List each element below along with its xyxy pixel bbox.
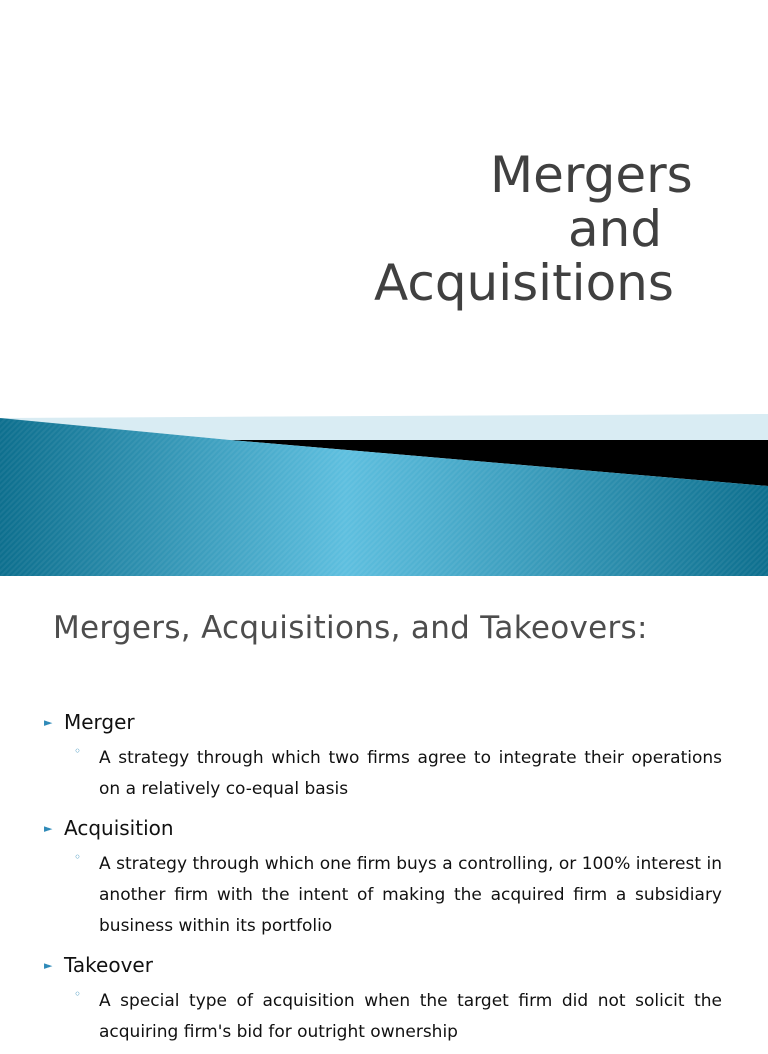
item-label: Merger — [64, 710, 135, 734]
item-label: Acquisition — [64, 816, 174, 840]
circle-bullet-icon: ◦ — [74, 987, 82, 1001]
slide-heading: Mergers, Acquisitions, and Takeovers: — [53, 610, 648, 646]
circle-bullet-icon: ◦ — [74, 850, 82, 864]
title-line-3: Acquisitions — [374, 254, 674, 312]
triangle-bullet-icon: ► — [44, 715, 53, 729]
item-label: Takeover — [64, 953, 153, 977]
item-description: A special type of acquisition when the target firm did not solicit the acquiring firm's bid for outright ownership — [99, 991, 722, 1042]
decorative-banner — [0, 400, 768, 576]
slide-title — [300, 148, 720, 310]
circle-bullet-icon: ◦ — [74, 744, 82, 758]
list-item — [44, 811, 724, 942]
title-line-2: and — [568, 200, 663, 258]
triangle-bullet-icon: ► — [44, 821, 53, 835]
item-description: A strategy through which one firm buys a controlling, or 100% interest in another firm with the intent of making the acquired firm a subsidiary business within its portfolio — [99, 854, 722, 936]
list-item — [44, 705, 724, 805]
list-item — [44, 948, 724, 1048]
triangle-bullet-icon: ► — [44, 958, 53, 972]
item-description: A strategy through which two firms agree to integrate their operations on a relatively co-equal basis — [99, 748, 722, 799]
title-line-1: Mergers — [490, 146, 693, 204]
definition-list — [44, 705, 724, 1054]
